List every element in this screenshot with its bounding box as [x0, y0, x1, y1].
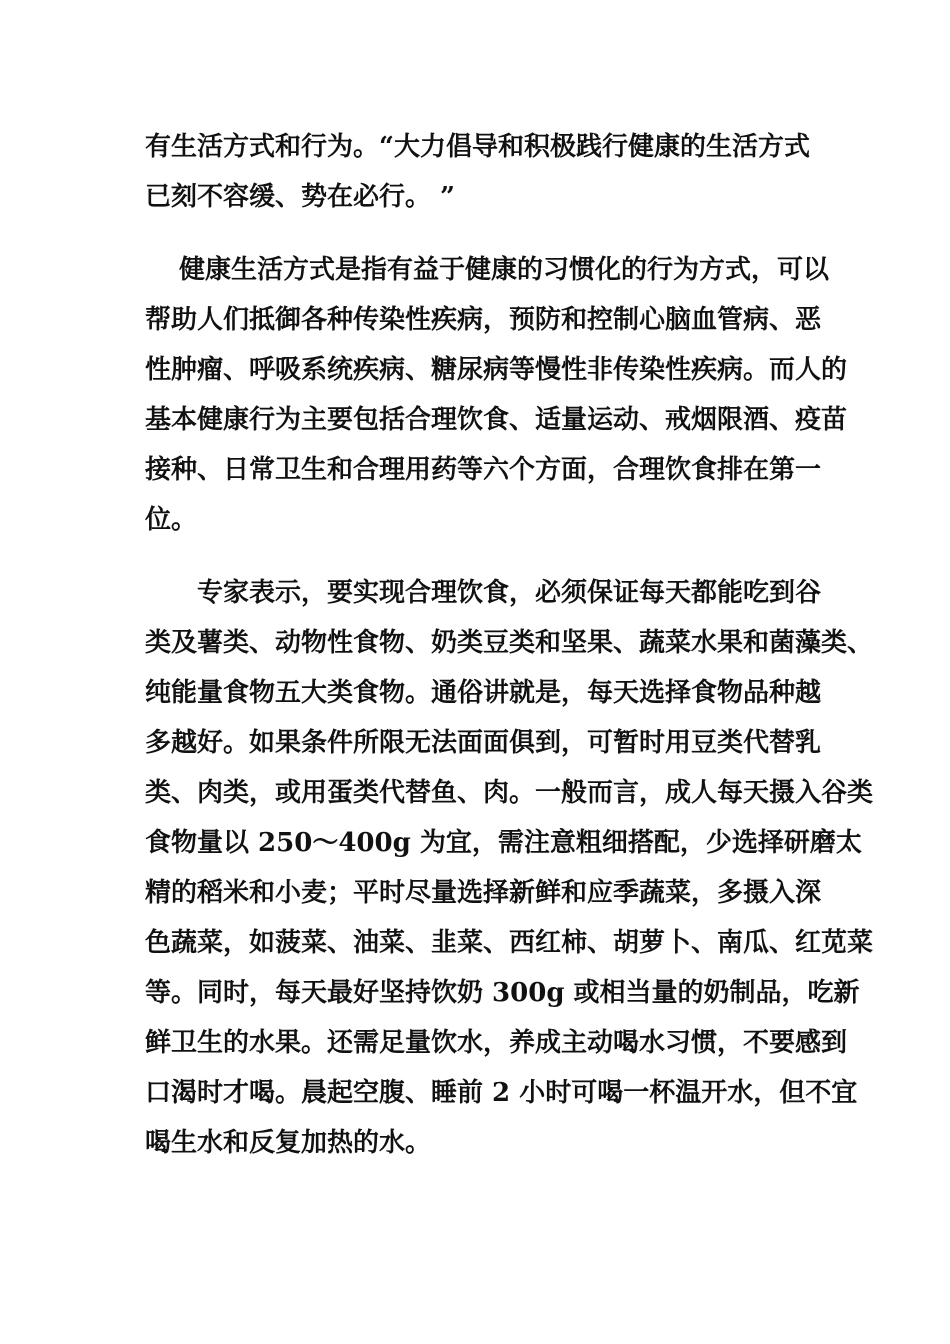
- paragraph-line: 多越好。如果条件所限无法面面俱到，可暂时用豆类代替乳: [145, 728, 822, 758]
- paragraph-line: 基本健康行为主要包括合理饮食、适量运动、戒烟限酒、疫苗: [145, 405, 848, 435]
- paragraph-line: 接种、日常卫生和合理用药等六个方面，合理饮食排在第一: [145, 455, 822, 485]
- paragraph-first-line: 专家表示，要实现合理饮食，必须保证每天都能吃到谷: [197, 578, 822, 608]
- paragraph-1: [145, 122, 825, 222]
- paragraph-3: [145, 568, 874, 1168]
- paragraph-line: 口渴时才喝。晨起空腹、睡前 2 小时可喝一杯温开水，但不宜: [145, 1078, 858, 1108]
- document-body: [145, 122, 874, 1168]
- paragraph-line: 等。同时，每天最好坚持饮奶 300g 或相当量的奶制品，吃新: [145, 978, 860, 1008]
- paragraph-line: 已刻不容缓、势在必行。 ”: [145, 182, 456, 212]
- paragraph-line: 纯能量食物五大类食物。通俗讲就是，每天选择食物品种越: [145, 678, 822, 708]
- paragraph-line: 喝生水和反复加热的水。: [145, 1128, 432, 1158]
- paragraph-line: 性肿瘤、呼吸系统疾病、糖尿病等慢性非传染性疾病。而人的: [145, 355, 848, 385]
- paragraph-spacer: [145, 545, 825, 568]
- paragraph-line: 精的稻米和小麦；平时尽量选择新鲜和应季蔬菜，多摄入深: [145, 878, 822, 908]
- paragraph-line: 位。: [145, 505, 198, 535]
- paragraph-line: 类及薯类、动物性食物、奶类豆类和坚果、蔬菜水果和菌藻类、: [145, 628, 874, 658]
- paragraph-line: 鲜卫生的水果。还需足量饮水，养成主动喝水习惯，不要感到: [145, 1028, 848, 1058]
- paragraph-line: 类、肉类，或用蛋类代替鱼、肉。一般而言，成人每天摄入谷类: [145, 778, 874, 808]
- paragraph-line: 帮助人们抵御各种传染性疾病，预防和控制心脑血管病、恶: [145, 305, 822, 335]
- paragraph-first-line: 健康生活方式是指有益于健康的习惯化的行为方式，可以: [179, 255, 830, 285]
- paragraph-spacer: [145, 222, 825, 245]
- paragraph-line: 食物量以 250～400g 为宜，需注意粗细搭配，少选择研磨太: [145, 828, 862, 858]
- paragraph-2: [145, 245, 848, 545]
- paragraph-line: 有生活方式和行为。“大力倡导和积极践行健康的生活方式: [145, 132, 810, 162]
- paragraph-line: 色蔬菜，如菠菜、油菜、韭菜、西红柿、胡萝卜、南瓜、红苋菜: [145, 928, 874, 958]
